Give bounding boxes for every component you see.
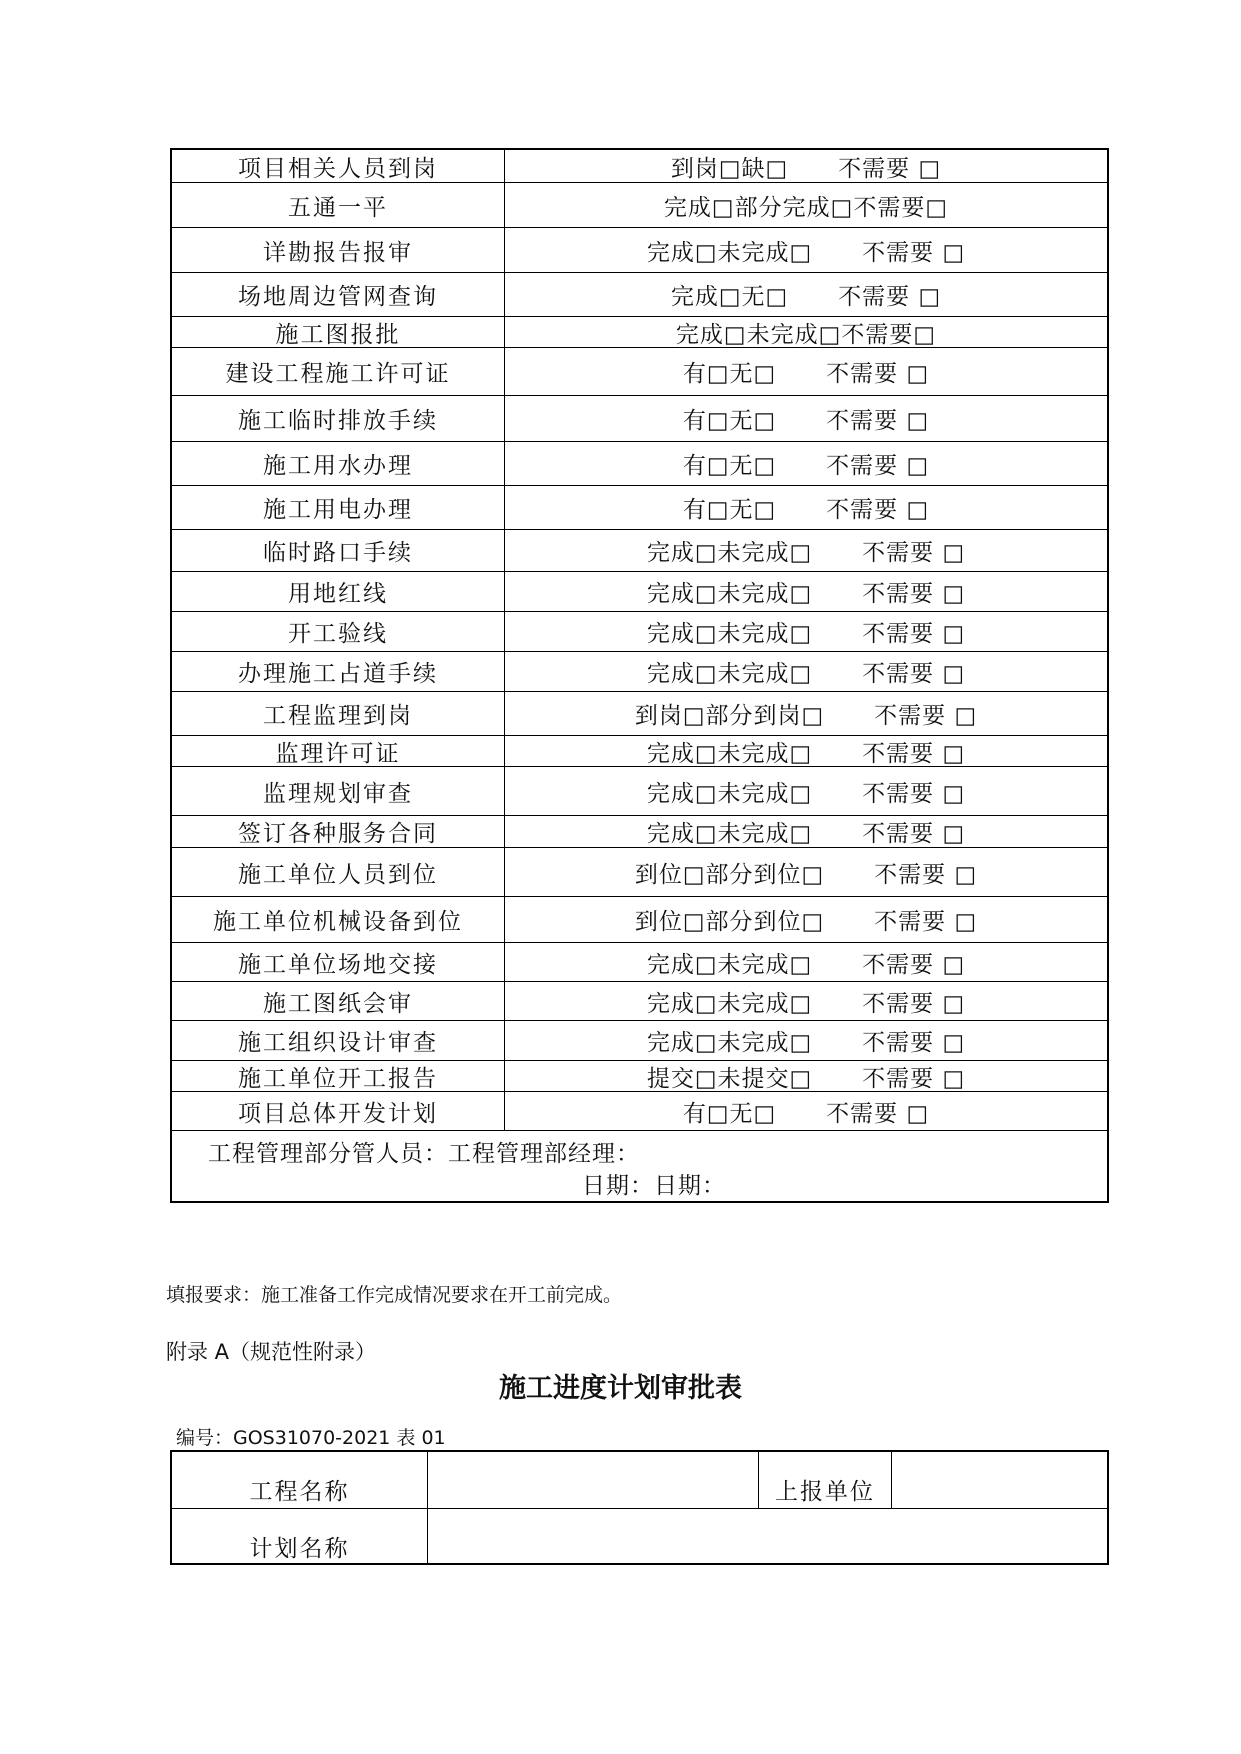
checklist-item-options[interactable]: 完成□未完成□ 不需要 □ — [646, 239, 966, 266]
checklist-item-options[interactable]: 完成□未完成□ 不需要 □ — [646, 621, 966, 647]
reporting-unit-field[interactable] — [892, 1452, 1107, 1508]
checklist-row — [172, 1091, 1107, 1130]
checklist-row — [172, 150, 1107, 182]
plan-name-field[interactable] — [428, 1509, 1107, 1565]
checklist-row — [172, 272, 1107, 316]
checklist-row — [172, 347, 1107, 395]
schedule-approval-table — [170, 1450, 1109, 1565]
appendix-label: 附录 A（规范性附录） — [166, 1340, 377, 1364]
checklist-item-label: 详勘报告报审 — [172, 228, 505, 272]
checklist-row — [172, 942, 1107, 981]
checklist-item-options[interactable]: 有□无□ 不需要 □ — [682, 497, 930, 523]
checklist-item-label: 建设工程施工许可证 — [172, 348, 505, 395]
management-personnel-line: 工程管理部分管人员：工程管理部经理： — [208, 1141, 640, 1167]
checklist-row — [172, 1060, 1107, 1091]
checklist-item-options[interactable]: 到岗□部分到岗□ 不需要 □ — [634, 703, 978, 729]
preparation-checklist-table — [170, 148, 1109, 1203]
checklist-item-options[interactable]: 完成□部分完成□不需要□ — [663, 194, 949, 221]
checklist-item-label: 用地红线 — [172, 572, 505, 611]
fill-requirement-note: 填报要求：施工准备工作完成情况要求在开工前完成。 — [166, 1284, 623, 1306]
reporting-unit-label: 上报单位 — [759, 1452, 892, 1508]
checklist-item-options[interactable]: 到岗□缺□ 不需要 □ — [670, 155, 942, 182]
approval-row-plan — [172, 1508, 1107, 1565]
checklist-row — [172, 847, 1107, 896]
checklist-item-options[interactable]: 完成□未完成□ 不需要 □ — [646, 951, 966, 978]
checklist-item-options[interactable]: 完成□未完成□ 不需要 □ — [646, 661, 966, 687]
checklist-row — [172, 815, 1107, 847]
form-code: 编号：GOS31070-2021 表 01 — [176, 1427, 446, 1449]
checklist-item-options[interactable]: 完成□未完成□ 不需要 □ — [646, 780, 966, 807]
checklist-item-options[interactable]: 完成□未完成□ 不需要 □ — [646, 581, 966, 607]
checklist-item-options[interactable]: 完成□未完成□ 不需要 □ — [646, 821, 966, 847]
checklist-item-label: 施工临时排放手续 — [172, 396, 505, 441]
checklist-row — [172, 182, 1107, 227]
checklist-row — [172, 735, 1107, 766]
checklist-rows — [172, 150, 1107, 1130]
form-title: 施工进度计划审批表 — [499, 1373, 742, 1404]
checklist-row — [172, 227, 1107, 272]
checklist-item-label: 施工单位人员到位 — [172, 848, 505, 896]
plan-name-label: 计划名称 — [172, 1509, 428, 1565]
checklist-item-label: 施工单位机械设备到位 — [172, 897, 505, 942]
checklist-row — [172, 395, 1107, 441]
checklist-item-label: 开工验线 — [172, 612, 505, 651]
checklist-item-label: 施工图报批 — [172, 317, 505, 347]
checklist-row — [172, 485, 1107, 529]
checklist-row — [172, 316, 1107, 347]
checklist-item-label: 监理许可证 — [172, 736, 505, 766]
checklist-item-options[interactable]: 有□无□ 不需要 □ — [682, 1100, 930, 1127]
checklist-item-label: 施工单位开工报告 — [172, 1061, 505, 1091]
checklist-item-label: 签订各种服务合同 — [172, 816, 505, 847]
checklist-item-label: 监理规划审查 — [172, 767, 505, 815]
checklist-row — [172, 651, 1107, 691]
date-line: 日期：日期： — [582, 1173, 726, 1199]
management-signature-row — [172, 1130, 1107, 1201]
checklist-row — [172, 691, 1107, 735]
checklist-item-label: 施工组织设计审查 — [172, 1021, 505, 1060]
checklist-item-label: 施工用电办理 — [172, 486, 505, 529]
checklist-row — [172, 981, 1107, 1020]
project-name-field[interactable] — [428, 1452, 759, 1508]
checklist-row — [172, 529, 1107, 571]
checklist-item-options[interactable]: 到位□部分到位□ 不需要 □ — [634, 909, 978, 935]
checklist-item-options[interactable]: 完成□无□ 不需要 □ — [670, 284, 942, 310]
checklist-item-label: 施工图纸会审 — [172, 982, 505, 1020]
checklist-row — [172, 766, 1107, 815]
checklist-item-options[interactable]: 完成□未完成□ 不需要 □ — [646, 540, 966, 566]
checklist-item-label: 项目相关人员到岗 — [172, 150, 505, 182]
checklist-item-label: 施工用水办理 — [172, 442, 505, 485]
checklist-row — [172, 611, 1107, 651]
checklist-item-options[interactable]: 到位□部分到位□ 不需要 □ — [634, 861, 978, 888]
checklist-item-options[interactable]: 完成□未完成□ 不需要 □ — [646, 1030, 966, 1056]
checklist-item-label: 办理施工占道手续 — [172, 652, 505, 691]
checklist-item-label: 施工单位场地交接 — [172, 943, 505, 981]
checklist-item-options[interactable]: 提交□未提交□ 不需要 □ — [646, 1065, 966, 1092]
checklist-row — [172, 441, 1107, 485]
approval-row-project — [172, 1452, 1107, 1508]
checklist-item-label: 临时路口手续 — [172, 530, 505, 571]
checklist-row — [172, 571, 1107, 611]
checklist-item-options[interactable]: 完成□未完成□ 不需要 □ — [646, 990, 966, 1017]
checklist-item-label: 五通一平 — [172, 183, 505, 227]
checklist-item-label: 场地周边管网查询 — [172, 273, 505, 316]
checklist-item-options[interactable]: 有□无□ 不需要 □ — [682, 408, 930, 434]
checklist-item-options[interactable]: 有□无□ 不需要 □ — [682, 453, 930, 479]
checklist-row — [172, 1020, 1107, 1060]
checklist-item-label: 项目总体开发计划 — [172, 1092, 505, 1130]
checklist-row — [172, 896, 1107, 942]
checklist-item-options[interactable]: 有□无□ 不需要 □ — [682, 361, 930, 387]
checklist-item-options[interactable]: 完成□未完成□不需要□ — [675, 321, 937, 348]
checklist-item-options[interactable]: 完成□未完成□ 不需要 □ — [646, 740, 966, 767]
project-name-label: 工程名称 — [172, 1452, 428, 1508]
checklist-item-label: 工程监理到岗 — [172, 692, 505, 735]
